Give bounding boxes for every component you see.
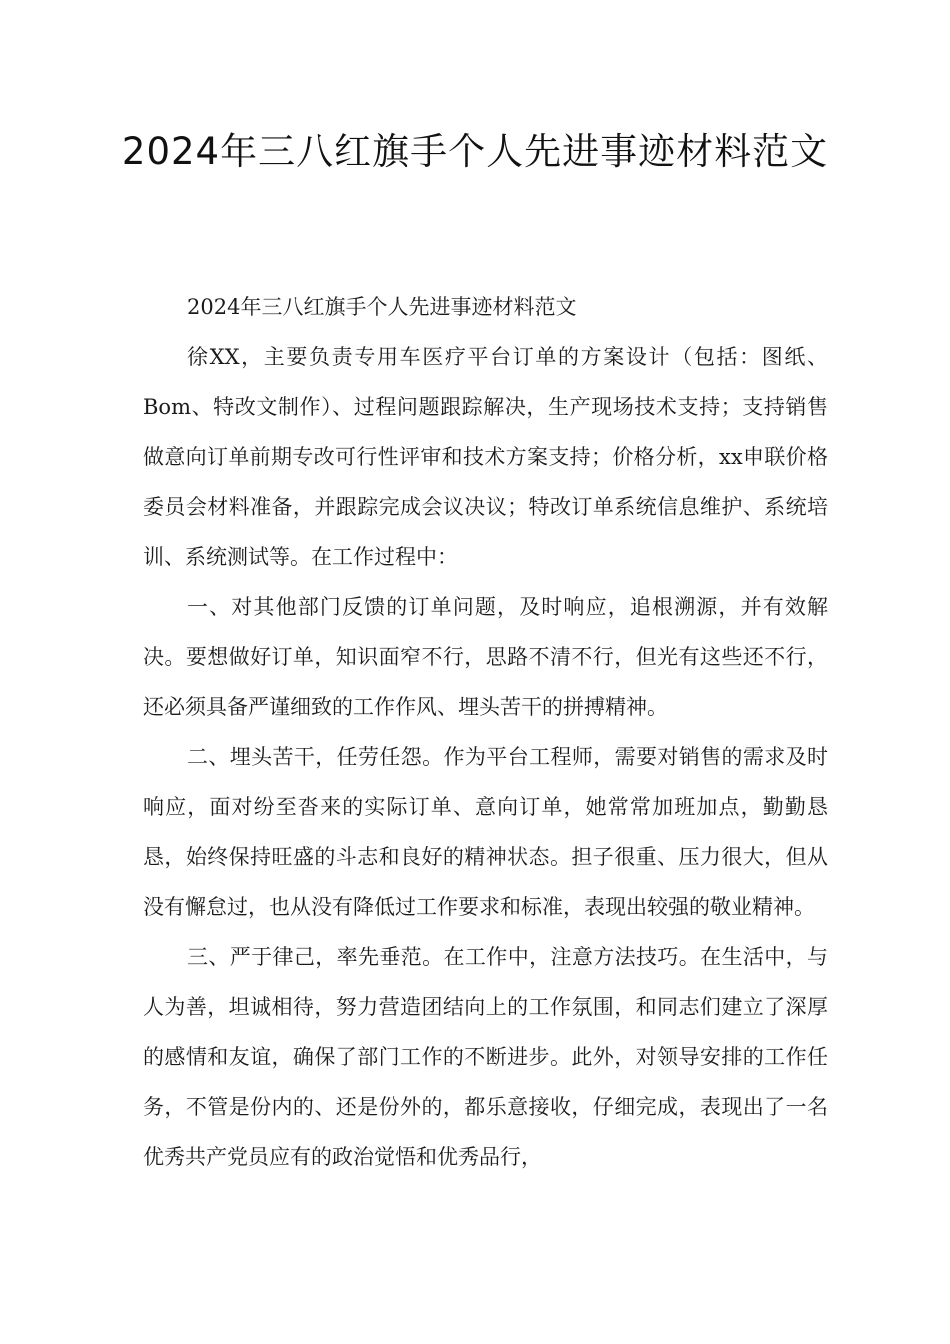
intro-paragraph: 徐XX，主要负责专用车医疗平台订单的方案设计（包括：图纸、Bom、特改文制作）、过程问题跟踪解决，生产现场技术支持；支持销售做意向订单前期专改可行性评审和技术方案支持；价格分析，xx申联价格委员会材料准备，并跟踪完成会议决议；特改订单系统信息维护、系统培训、系统测试等。在工作过程中： [143,345,828,569]
point-three-paragraph: 三、严于律己，率先垂范。在工作中，注意方法技巧。在生活中，与人为善，坦诚相待，努力营造团结向上的工作氛围，和同志们建立了深厚的感情和友谊，确保了部门工作的不断进步。此外，对领导安排的工作任务，不管是份内的、还是份外的，都乐意接收，仔细完成，表现出了一名优秀共产党员应有的政治觉悟和优秀品行， [143,945,828,1169]
document-title: 2024年三八红旗手个人先进事迹材料范文 [121,130,829,173]
document-body [143,282,828,1182]
point-one-paragraph: 一、对其他部门反馈的订单问题，及时响应，追根溯源，并有效解决。要想做好订单，知识面窄不行，思路不清不行，但光有这些还不行，还必须具备严谨细致的工作作风、埋头苦干的拼搏精神。 [143,595,828,719]
point-two-paragraph: 二、埋头苦干，任劳任怨。作为平台工程师，需要对销售的需求及时响应，面对纷至沓来的实际订单、意向订单，她常常加班加点，勤勤恳恳，始终保持旺盛的斗志和良好的精神状态。担子很重、压力很大，但从没有懈怠过，也从没有降低过工作要求和标准，表现出较强的敬业精神。 [143,745,828,919]
body-subtitle: 2024年三八红旗手个人先进事迹材料范文 [187,295,577,319]
